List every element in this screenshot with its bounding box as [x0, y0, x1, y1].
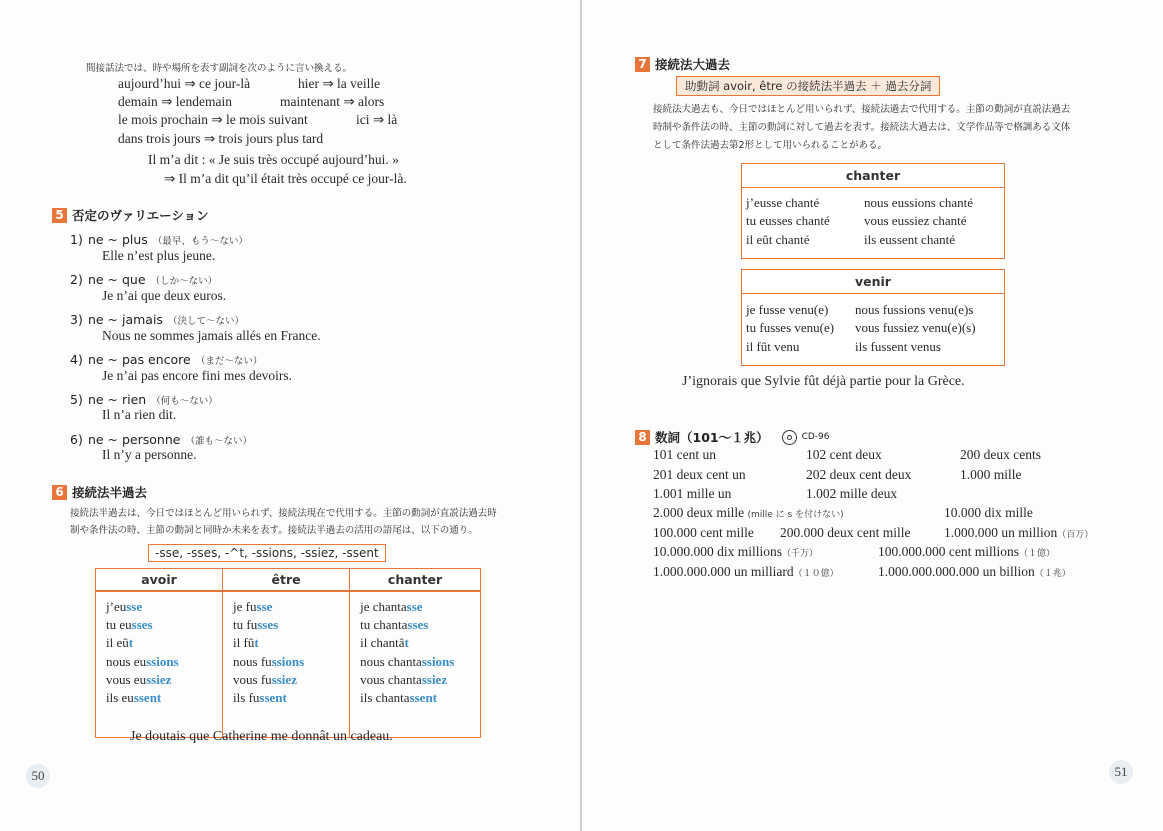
item-example: Il n’a rien dit.	[102, 407, 177, 422]
numeral: 100.000.000 cent millions（１億）	[878, 544, 1056, 559]
conj-line: nous fussions venu(e)s	[855, 302, 974, 317]
numeral-note: （１兆）	[1034, 569, 1071, 579]
conj-line: il fût venu	[746, 338, 800, 354]
conj-line: vous chantassiez	[360, 671, 448, 687]
item-num: 6)	[70, 432, 83, 447]
section7-desc-2: 時制や条件法の時、主節の動詞に対して過去を表す。接続法大過去は、文学作品等で格調ある文体	[653, 122, 1071, 133]
numeral: 101 cent un	[653, 447, 716, 462]
conj-line: j’eusse chanté	[746, 195, 820, 210]
item-example: Je n’ai que deux euros.	[102, 288, 227, 303]
item-gloss: （決して〜ない）	[168, 316, 245, 327]
section8-number: 8	[635, 430, 650, 445]
section5-heading	[52, 206, 209, 224]
conj-line: je chantasse	[360, 599, 423, 614]
avoir-column	[96, 591, 223, 737]
conj-line: il chantât	[360, 635, 409, 651]
cd-icon	[782, 430, 797, 445]
section6-desc-1: 接続法半過去は、今日ではほとんど用いられず、接続法現在で代用する。主節の動詞が直説法過去時	[70, 508, 497, 519]
item-num: 1)	[70, 232, 83, 247]
item-num: 3)	[70, 312, 83, 327]
conj-line: vous eussiez chanté	[864, 213, 967, 229]
section7-example: J’ignorais que Sylvie fût déjà partie pour la Grèce.	[682, 374, 965, 389]
numeral: 102 cent deux	[806, 447, 882, 462]
item-gloss: （まだ〜ない）	[195, 356, 263, 367]
conj-line: ils eussent	[106, 690, 162, 706]
numeral: 201 deux cent un	[653, 467, 746, 482]
conj-line: vous fussiez	[233, 671, 297, 687]
section6-heading	[52, 483, 147, 501]
chanter-title: chanter	[742, 164, 1004, 188]
conj-line: ils eussent chanté	[864, 231, 955, 247]
numeral: 2.000 deux mille (mille に s を付けない)	[653, 505, 844, 520]
page-number-left: 50	[26, 764, 50, 788]
conj-line: j’eusse	[106, 599, 143, 614]
item-gloss: （誰も〜ない）	[185, 436, 253, 447]
numeral: 1.001 mille un	[653, 486, 732, 501]
chanter-column	[350, 591, 481, 737]
numeral-note: （百万）	[1057, 530, 1094, 540]
suffix-box: -sse, -sses, -^t, -ssions, -ssiez, -ssent	[148, 544, 386, 562]
adverb-1a: demain ⇒ lendemain	[118, 94, 233, 109]
section7-heading	[635, 55, 730, 73]
table-header: chanter	[350, 569, 481, 592]
item-gloss: （何も〜ない）	[151, 396, 218, 407]
conj-line: tu fusses venu(e)	[746, 320, 835, 336]
conj-line: je fusse	[233, 599, 273, 614]
conj-line: je fusse venu(e)	[746, 302, 829, 317]
conj-line: nous eussions	[106, 653, 179, 669]
conj-line: vous fussiez venu(e)(s)	[855, 320, 976, 336]
item-example: Elle n’est plus jeune.	[102, 248, 216, 263]
indirect-example-2: ⇒ Il m’a dit qu’il était très occupé ce jour-là.	[164, 171, 407, 186]
page-number-right: 51	[1109, 760, 1133, 784]
venir-box	[741, 269, 1005, 366]
item-example: Nous ne sommes jamais allés en France.	[102, 328, 321, 343]
conj-line: tu eusses	[106, 617, 153, 633]
section6-example: Je doutais que Catherine me donnât un cadeau.	[130, 729, 393, 744]
adverb-0b: hier ⇒ la veille	[298, 76, 381, 91]
adverb-0a: aujourd’hui ⇒ ce jour-là	[118, 76, 251, 91]
item-num: 5)	[70, 392, 83, 407]
venir-right-col	[855, 301, 976, 356]
numeral: 1.000.000.000 un milliard（１０億）	[653, 564, 839, 579]
item-form: ne ~ rien	[87, 392, 147, 407]
venir-left-col	[746, 301, 834, 356]
venir-title: venir	[742, 270, 1004, 294]
item-example: Je n’ai pas encore fini mes devoirs.	[102, 368, 293, 383]
numeral: 202 deux cent deux	[806, 467, 912, 482]
numeral: 200 deux cents	[960, 447, 1041, 462]
etre-column	[223, 591, 350, 737]
indirect-example-1: Il m’a dit : « Je suis très occupé aujourd’hui. »	[148, 152, 399, 167]
numeral-note: (mille に s を付けない)	[747, 510, 844, 520]
section6-desc-2: 制や条件法の時、主節の動詞と同時か未来を表す。接続法半過去の活用の語尾は、以下の通り。	[70, 525, 478, 536]
section8-title: 数詞（101〜１兆）	[655, 430, 769, 445]
conj-line: nous fussions	[233, 653, 305, 669]
conj-line: tu fusses	[233, 617, 279, 633]
intro-text: 間接話法では、時や場所を表す副詞を次のように言い換える。	[86, 63, 353, 74]
negation-item	[70, 349, 262, 368]
chanter-left-col	[746, 194, 830, 249]
numeral: 200.000 deux cent mille	[780, 525, 911, 540]
numeral: 10.000.000 dix millions（千万）	[653, 544, 819, 559]
right-page	[582, 0, 1163, 831]
negation-item	[70, 229, 248, 248]
formula-box: 助動詞 avoir, être の接続法半過去 ＋ 過去分詞	[676, 76, 940, 96]
cd-track: CD-96	[801, 432, 830, 442]
imperfect-subjunctive-table	[95, 568, 481, 738]
conj-line: ils fussent	[233, 690, 287, 706]
adverb-2a: le mois prochain ⇒ le mois suivant	[118, 112, 308, 127]
section6-number: 6	[52, 485, 67, 500]
chanter-right-col	[864, 194, 973, 249]
numeral: 10.000 dix mille	[944, 505, 1033, 520]
section6-title: 接続法半過去	[72, 485, 148, 500]
section5-title: 否定のヴァリエーション	[72, 208, 209, 223]
numeral: 1.000.000.000.000 un billion（１兆）	[878, 564, 1071, 579]
section8-heading	[635, 428, 830, 446]
item-gloss: （しか〜ない）	[150, 276, 218, 287]
item-num: 2)	[70, 272, 83, 287]
adverb-3a: dans trois jours ⇒ trois jours plus tard	[118, 131, 324, 146]
conj-line: il eût chanté	[746, 231, 810, 247]
section7-title: 接続法大過去	[655, 57, 731, 72]
numeral-note: （１億）	[1019, 549, 1056, 559]
numeral: 100.000 cent mille	[653, 525, 754, 540]
item-form: ne ~ jamais	[87, 312, 163, 327]
adverb-2b: ici ⇒ là	[356, 112, 398, 127]
item-form: ne ~ plus	[87, 232, 148, 247]
numeral: 1.000.000 un million（百万）	[944, 525, 1094, 540]
conj-line: ils fussent venus	[855, 338, 941, 354]
negation-item	[70, 309, 244, 328]
conj-line: il fût	[233, 635, 259, 651]
numeral: 1.000 mille	[960, 467, 1022, 482]
conj-line: tu eusses chanté	[746, 213, 830, 229]
item-form: ne ~ pas encore	[87, 352, 191, 367]
conj-line: nous chantassions	[360, 653, 455, 669]
section7-number: 7	[635, 57, 650, 72]
item-form: ne ~ que	[87, 272, 146, 287]
numeral: 1.002 mille deux	[806, 486, 898, 501]
conj-line: il eût	[106, 635, 134, 651]
numeral-note: （千万）	[782, 549, 819, 559]
conj-line: ils chantassent	[360, 690, 438, 706]
item-gloss: （最早、もう〜ない）	[152, 236, 248, 247]
section7-desc-3: として条件法過去第2形として用いられることがある。	[653, 140, 888, 151]
table-header: être	[223, 569, 350, 592]
numeral-note: （１０億）	[793, 569, 839, 579]
chanter-box	[741, 163, 1005, 259]
conj-line: tu chantasses	[360, 617, 429, 633]
conj-line: vous eussiez	[106, 671, 172, 687]
item-num: 4)	[70, 352, 83, 367]
table-header: avoir	[96, 569, 223, 592]
left-page	[0, 0, 580, 831]
item-form: ne ~ personne	[87, 432, 181, 447]
section5-number: 5	[52, 208, 67, 223]
section7-desc-1: 接続法大過去も、今日ではほとんど用いられず、接続法過去で代用する。主節の動詞が直説法過去	[653, 104, 1071, 115]
negation-item	[70, 429, 252, 448]
negation-item	[70, 389, 218, 408]
negation-item	[70, 269, 217, 288]
conj-line: nous eussions chanté	[864, 195, 974, 210]
adverb-1b: maintenant ⇒ alors	[280, 94, 385, 109]
item-example: Il n’y a personne.	[102, 447, 197, 462]
